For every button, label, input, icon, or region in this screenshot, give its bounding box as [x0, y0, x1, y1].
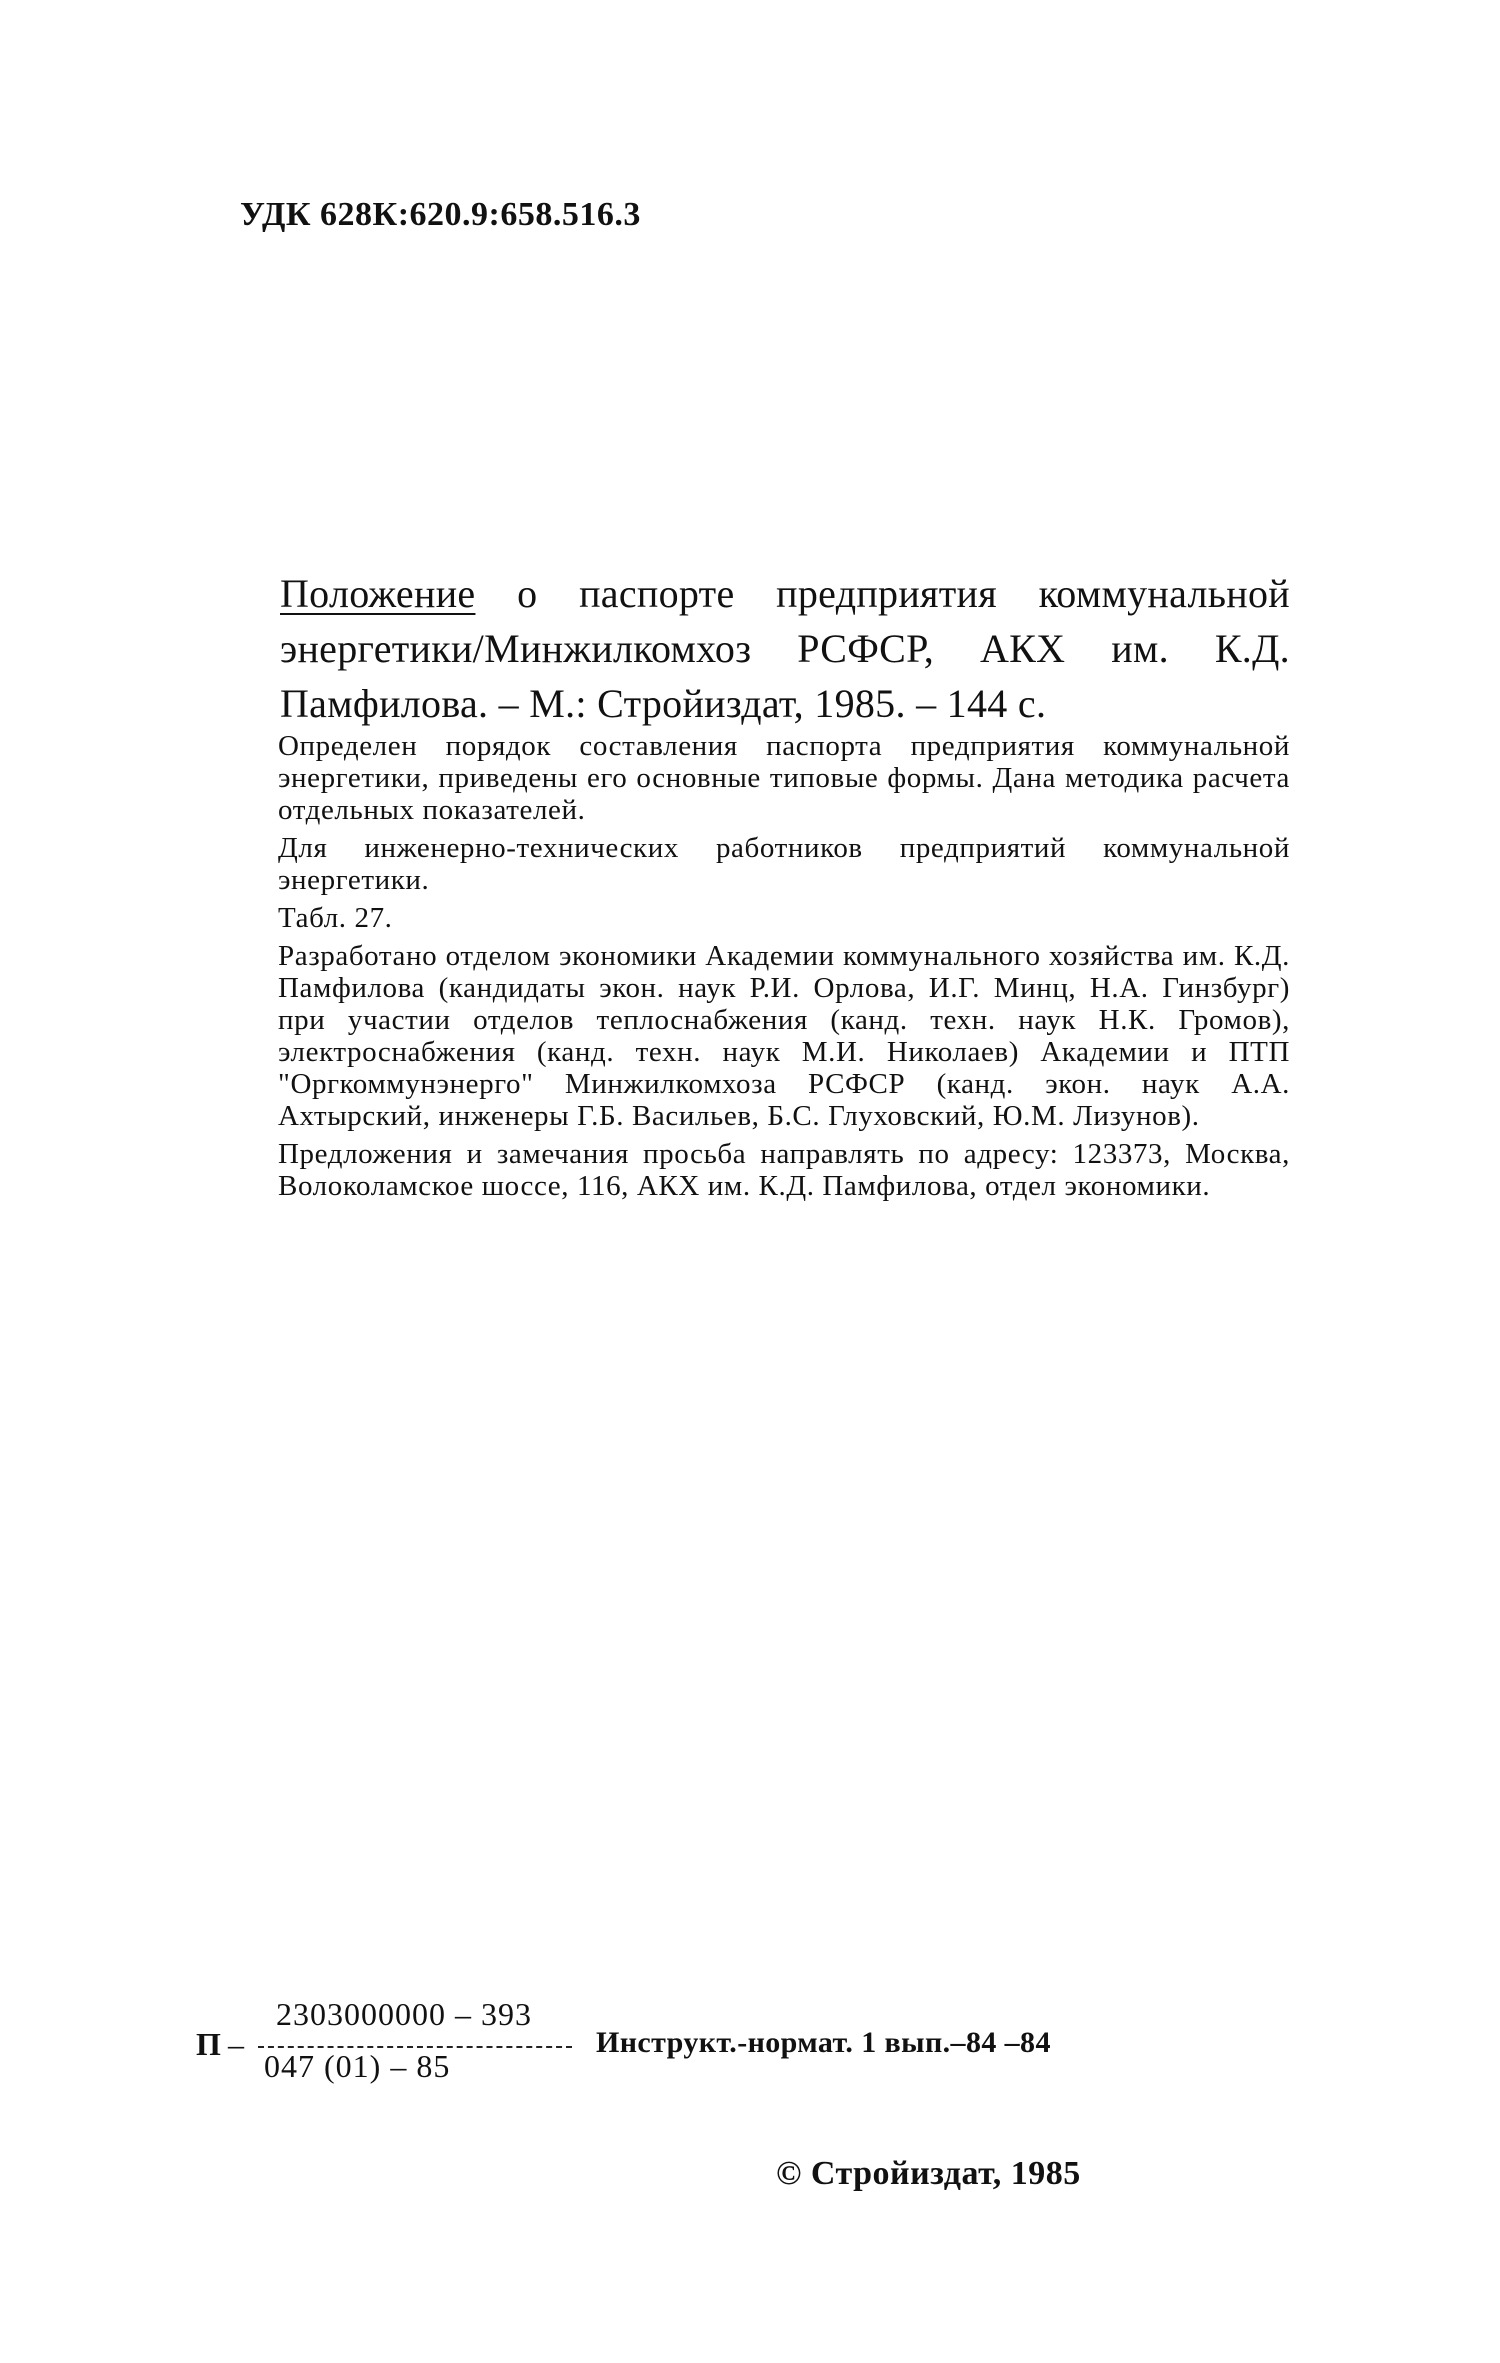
bibliographic-description	[280, 566, 1290, 731]
udc-code: УДК 628К:620.9:658.516.3	[240, 196, 641, 233]
index-numerator: 2303000000 – 393	[276, 1996, 532, 2032]
index-prefix: П	[196, 2026, 221, 2062]
publication-series: Инструкт.-нормат. 1 вып.–84 –84	[596, 2026, 1051, 2059]
document-title-word: Положение	[280, 571, 476, 616]
index-dash: –	[228, 2026, 244, 2062]
abstract	[278, 730, 1290, 1208]
bibliographic-details: о паспорте предприятия коммунальной энергетики/Минжилкомхоз РСФСР, АКХ им. К.Д. Памфилова. – М.: Стройиздат, 1985. – 144 с.	[280, 571, 1290, 726]
abstract-tables-count: Табл. 27.	[278, 902, 393, 934]
abstract-summary: Определен порядок составления паспорта предприятия коммунальной энергетики, приведены его основные типовые формы. Дана методика расчета отдельных показателей.	[278, 730, 1290, 826]
publication-index	[196, 1990, 1296, 2110]
index-denominator: 047 (01) – 85	[264, 2048, 451, 2084]
abstract-contact-address: Предложения и замечания просьба направлять по адресу: 123373, Москва, Волоколамское шоссе, 116, АКХ им. К.Д. Памфилова, отдел экономики.	[278, 1138, 1290, 1202]
abstract-authors: Разработано отделом экономики Академии коммунального хозяйства им. К.Д. Памфилова (кандидаты экон. наук Р.И. Орлова, И.Г. Минц, Н.А. Гинзбург) при участии отделов теплоснабжения (канд. техн. наук Н.К. Громов), электроснабжения (канд. техн. наук М.И. Николаев) Академии и ПТП "Оргкоммунэнерго" Минжилкомхоза РСФСР (канд. экон. наук А.А. Ахтырский, инженеры Г.Б. Васильев, Б.С. Глуховский, Ю.М. Лизунов).	[278, 940, 1290, 1132]
abstract-audience: Для инженерно-технических работников предприятий коммунальной энергетики.	[278, 832, 1290, 896]
copyright-notice: © Стройиздат, 1985	[776, 2155, 1081, 2192]
